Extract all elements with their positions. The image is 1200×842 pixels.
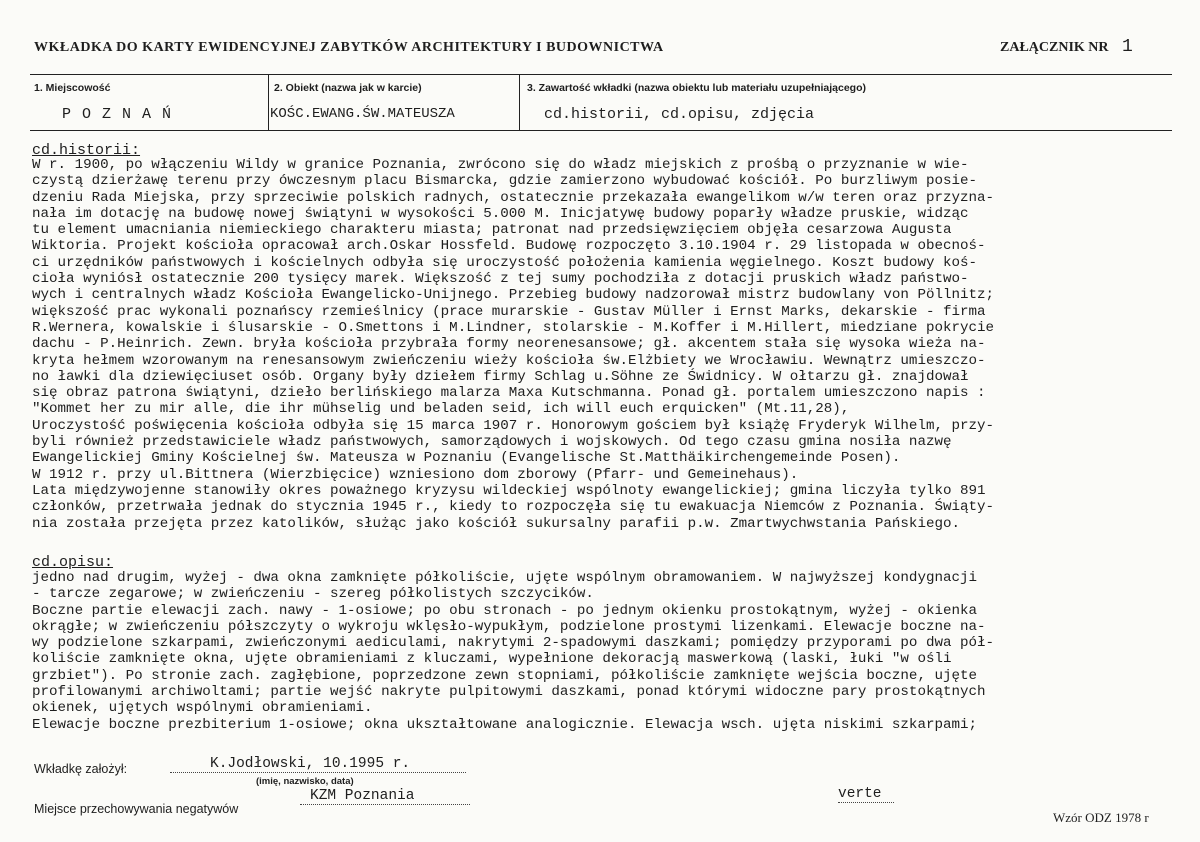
history-line: nia została przejęta przez katolików, służąc jako kościół sukursalny parafii p.w. Zmartwychwstania Pańskiego.	[32, 515, 961, 532]
form-code: Wzór ODZ 1978 r	[1053, 810, 1149, 825]
object-value: KOŚC.EWANG.ŚW.MATEUSZA	[270, 106, 455, 122]
inserted-by-hint: (imię, nazwisko, data)	[256, 776, 354, 787]
history-line: byli również przedstawiciele władz państwowych, samorządowych i wojskowych. Od tego czasu gmina nosiła nazwę	[32, 434, 952, 451]
table-bottom-border	[30, 130, 1172, 131]
description-line: koliście zamknięte okna, ujęte obramieniami z kluczami, wypełnione dekoracją maswerkową (laski, łuki "w ośli	[32, 651, 952, 668]
content-label: 3. Zawartość wkładki (nazwa obiektu lub materiału uzupełniającego)	[527, 82, 866, 94]
history-line: członków, przetrwała jednak do stycznia 1945 r., kiedy to rozpoczęła się tu ewakuacja Niemców z Poznania. Świąty-	[32, 499, 995, 516]
description-line: grzbiet"). Po stronie zach. zagłębione, poprzedzone zewn stopniami, półkoliście zamknięte wejścia boczne, ujęte	[32, 667, 978, 684]
description-line: Elewacje boczne prezbiterium 1-osiowe; okna ukształtowane analogicznie. Elewacja wsch. ujęta niskimi szkarpami;	[32, 716, 978, 733]
history-line: no ławki dla dziewięciuset osób. Organy były dziełem firmy Schlag u.Söhne ze Świdnicy. W ołtarzu gł. znajdował	[32, 368, 969, 385]
history-line: Ewangelickiej Gminy Kościelnej św. Mateusza w Poznaniu (Evangelische St.Matthäikirchengemeinde Posen).	[32, 450, 901, 467]
description-heading: cd.opisu:	[32, 554, 114, 571]
history-line: W r. 1900, po włączeniu Wildy w granice Poznania, zwrócono się do władz miejskich z prośbą o przyznanie w wie-	[32, 157, 969, 173]
inserted-by-value: K.Jodłowski, 10.1995 r.	[170, 756, 466, 773]
attachment-number: 1	[1122, 37, 1133, 57]
description-text	[32, 570, 1182, 733]
description-line: - tarcze zegarowe; w zwieńczeniu - szereg półkolistych szczycików.	[32, 586, 594, 603]
description-line: wy podzielone szkarpami, zwieńczonymi aediculami, nakrytymi 2-spadowymi daszkami; pomiędzy przyporami po dwa pół-	[32, 635, 995, 652]
form-title: WKŁADKA DO KARTY EWIDENCYJNEJ ZABYTKÓW ARCHITEKTURY I BUDOWNICTWA	[34, 40, 664, 55]
history-line: W 1912 r. przy ul.Bittnera (Wierzbięcice) wzniesiono dom zborowy (Pfarr- und Gemeinehaus).	[32, 466, 799, 483]
history-line: czystą dzierżawę terenu przy ówczesnym placu Bismarcka, gdzie zamierzono wybudować kościół. Po burzliwym posie-	[32, 173, 978, 190]
history-line: się obraz patrona świątyni, dzieło berlińskiego malarza Maxa Kutschmanna. Ponad gł. portalem umieszczono napis :	[32, 385, 986, 402]
history-line: "Kommet her zu mir alle, die ihr mühselig und beladen seid, ich will euch erquicken" (Mt.11,28),	[32, 401, 850, 418]
attachment-label: ZAŁĄCZNIK NR	[1000, 40, 1109, 55]
history-line: R.Wernera, kowalskie i ślusarskie - O.Smettons i M.Lindner, stolarskie - M.Koffer i M.Hillert, miedziane pokrycie	[32, 319, 995, 336]
field-divider-2	[519, 74, 520, 130]
description-line: okienek, ujętych wspólnymi obramieniami.	[32, 700, 373, 717]
description-line: profilowanymi archiwoltami; partie wejść nakryte pulpitowymi daszkami, ponad którymi widoczne pary prostokątnych	[32, 684, 986, 701]
history-line: Uroczystość poświęcenia kościoła odbyła się 15 marca 1907 r. Honorowym gościem był książę Fryderyk Wilhelm, przy-	[32, 417, 995, 434]
description-line: jedno nad drugim, wyżej - dwa okna zamknięte półkoliście, ujęte wspólnym obramowaniem. W najwyższej kondygnacji	[32, 570, 978, 586]
history-line: ci urzędników państwowych i kościelnych odbyła się uroczystość położenia kamienia węgielnego. Koszt budowy koś-	[32, 254, 978, 271]
history-line: dzeniu Rada Miejska, przy sprzeciwie polskich radnych, ostatecznie przekazała ewangelikom w/w teren oraz przyzna-	[32, 189, 995, 206]
history-line: tu element umacniania niemieckiego charakteru miasta; patronat nad przedsięwzięciem objęła cesarzowa Augusta	[32, 222, 952, 239]
history-line: nała im dotację na budowę nowej świątyni w wysokości 5.000 M. Inicjatywę budowy poparły władze pruskie, widząc	[32, 205, 969, 222]
history-line: dachu - P.Heinrich. Zewn. bryła kościoła przybrała formy neorenesansowe; gł. akcentem stała się wysoka wieża na-	[32, 336, 986, 353]
field-divider-1	[268, 74, 269, 130]
verte-label: verte	[838, 786, 894, 803]
history-line: wych i centralnych władz Kościoła Ewangelicko-Unijnego. Przebieg budowy nadzorował mistrz budowlany von Pöllnitz;	[32, 287, 995, 304]
object-label: 2. Obiekt (nazwa jak w karcie)	[274, 82, 422, 94]
locality-label: 1. Miejscowość	[34, 82, 111, 94]
history-text	[32, 157, 1182, 532]
content-value: cd.historii, cd.opisu, zdjęcia	[544, 106, 815, 123]
negatives-location-label: Miejsce przechowywania negatywów	[34, 802, 239, 816]
history-line: Lata międzywojenne stanowiły okres poważnego kryzysu wildeckiej wspólnoty ewangelickiej; gmina liczyła tylko 891	[32, 482, 986, 499]
history-line: większość prac wykonali poznańscy rzemieślnicy (prace murarskie - Gustav Müller i Ernst Marks, dekarskie - firma	[32, 303, 986, 320]
inserted-by-label: Wkładkę założył:	[34, 762, 128, 776]
locality-value: P O Z N A Ń	[62, 106, 173, 123]
description-line: Boczne partie elewacji zach. nawy - 1-osiowe; po obu stronach - po jednym okienku prostokątnym, wyżej - okienka	[32, 602, 978, 619]
history-line: Wiktoria. Projekt kościoła opracował arch.Oskar Hossfeld. Budowę rozpoczęto 3.10.1904 r. 29 listopada w obecnoś-	[32, 238, 986, 255]
negatives-location-value: KZM Poznania	[300, 788, 470, 805]
history-line: cioła wyniósł ostatecznie 200 tysięcy marek. Większość z tej sumy pochodziła z dotacji pruskich władz państwo-	[32, 271, 969, 288]
history-heading: cd.historii:	[32, 142, 141, 159]
table-top-border	[30, 74, 1172, 75]
description-line: okrągłe; w zwieńczeniu półszczyty o wykroju wklęsło-wypukłym, podzielone prostymi lizenkami. Elewacje boczne na-	[32, 618, 986, 635]
history-line: kryta hełmem wzorowanym na renesansowym zwieńczeniu wieży kościoła św.Elżbiety we Wrocławiu. Wewnątrz umieszczo-	[32, 352, 986, 369]
